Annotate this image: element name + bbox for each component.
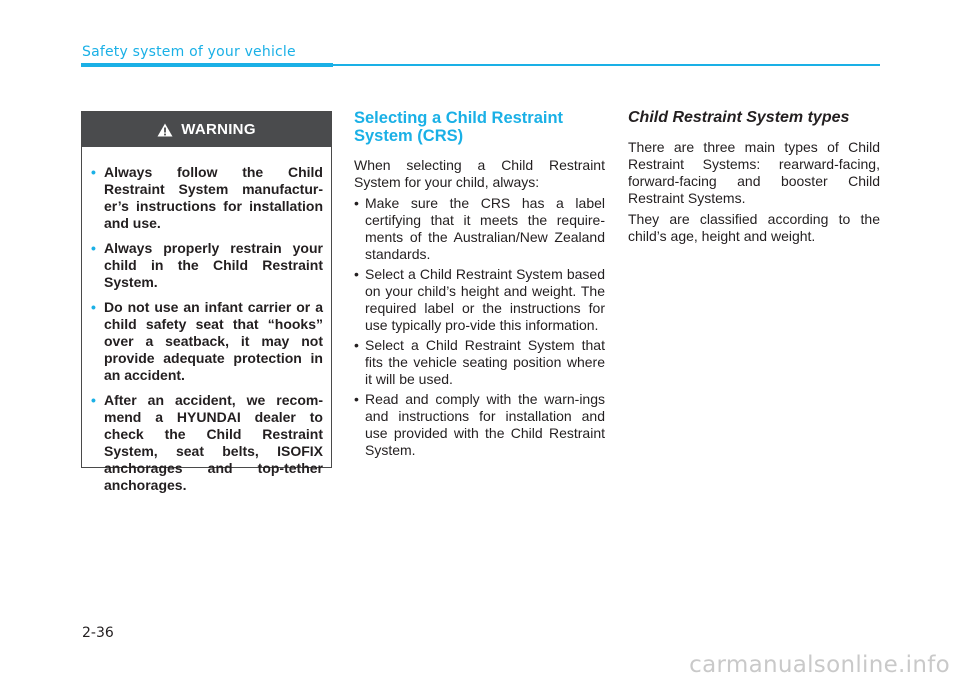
list-item: • Make sure the CRS has a label certifying that it meets the require-ments of the Australian/New Zealand standards. xyxy=(354,195,605,262)
bullet-icon: • xyxy=(354,337,359,353)
bullet-icon: • xyxy=(354,195,359,211)
selecting-crs-heading: Selecting a Child Restraint System (CRS) xyxy=(354,109,564,145)
list-item: • Read and comply with the warn-ings and instructions for installation and use provided with the Child Restraint System. xyxy=(354,391,605,458)
warning-label: WARNING xyxy=(181,121,256,138)
page-number: 2-36 xyxy=(82,625,114,641)
warning-box xyxy=(81,111,332,493)
bullet-icon: • xyxy=(91,240,96,256)
crs-types-heading: Child Restraint System types xyxy=(628,109,850,126)
warning-item: • Always properly restrain your child in the Child Restraint System. xyxy=(91,240,323,290)
watermark: carmanualsonline.info xyxy=(689,652,950,678)
crs-types-paragraph: There are three main types of Child Restraint Systems: rearward-facing, forward-facing and booster Child Restraint Systems. xyxy=(628,139,880,206)
bullet-icon: • xyxy=(91,299,96,315)
section-title: Safety system of your vehicle xyxy=(82,44,296,60)
warning-triangle-icon xyxy=(157,123,173,137)
selecting-crs-section xyxy=(354,109,605,459)
bullet-icon: • xyxy=(91,392,96,408)
bullet-icon: • xyxy=(354,391,359,407)
bullet-icon: • xyxy=(354,266,359,282)
bullet-icon: • xyxy=(91,164,96,180)
header-rule-thick xyxy=(81,63,333,67)
crs-types-section xyxy=(628,109,880,249)
warning-header xyxy=(82,112,331,147)
warning-item: • Do not use an infant carrier or a child safety seat that “hooks” over a seatback, it may not provide adequate protection in an accident. xyxy=(91,299,323,383)
selecting-crs-list xyxy=(354,195,605,459)
list-item: • Select a Child Restraint System that fits the vehicle seating position where it will be used. xyxy=(354,337,605,387)
header-rule-thin xyxy=(333,64,880,66)
warning-item: • Always follow the Child Restraint System manufactur-er’s instructions for installation and use. xyxy=(91,164,323,231)
crs-types-paragraph: They are classified according to the child’s age, height and weight. xyxy=(628,211,880,244)
selecting-crs-intro: When selecting a Child Restraint System for your child, always: xyxy=(354,157,605,190)
warning-list xyxy=(82,147,331,494)
list-item: • Select a Child Restraint System based on your child’s height and weight. The required label or the instructions for use typically pro-vide this information. xyxy=(354,266,605,333)
warning-item: • After an accident, we recom-mend a HYUNDAI dealer to check the Child Restraint System, seat belts, ISOFIX anchorages and top-tether anchorages. xyxy=(91,392,323,493)
